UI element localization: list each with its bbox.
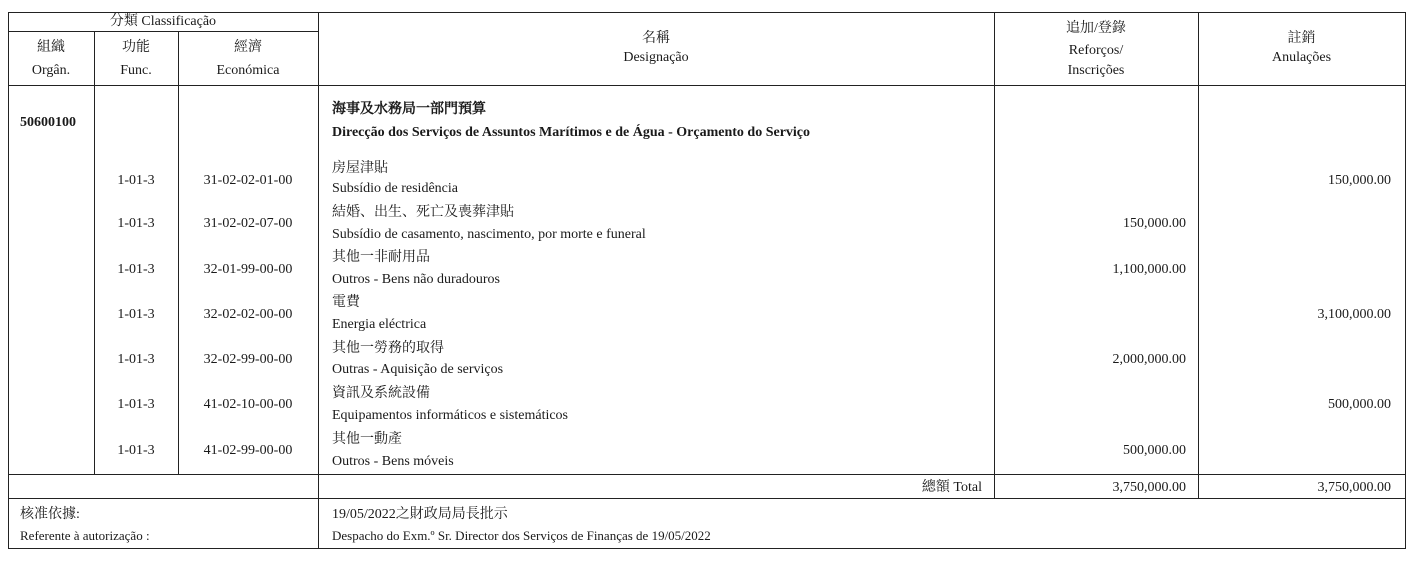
designation-header-pt: Designação bbox=[623, 50, 689, 65]
total-reforcos: 3,750,000.00 bbox=[1112, 480, 1186, 495]
row-designation-zh: 結婚、出生、死亡及喪葬津貼 bbox=[332, 205, 514, 220]
row-econ: 41-02-10-00-00 bbox=[203, 397, 293, 412]
row-designation-pt: Equipamentos informáticos e sistemáticos bbox=[332, 408, 569, 423]
row-designation-zh: 其他一非耐用品 bbox=[332, 250, 430, 265]
row-func: 1-01-3 bbox=[117, 397, 155, 412]
organ-name-pt: Direcção dos Serviços de Assuntos Marítimos e de Água - Orçamento do Serviço bbox=[332, 125, 811, 140]
row-func: 1-01-3 bbox=[117, 262, 155, 277]
row-anulacao: 3,100,000.00 bbox=[1317, 307, 1391, 322]
row-reforco: 150,000.00 bbox=[1123, 216, 1186, 231]
classification-header: 分類 Classificação bbox=[109, 14, 217, 29]
row-econ: 32-01-99-00-00 bbox=[203, 262, 293, 277]
row-designation-zh: 資訊及系統設備 bbox=[332, 386, 430, 401]
row-designation-zh: 其他一動產 bbox=[332, 432, 402, 447]
row-func: 1-01-3 bbox=[117, 307, 155, 322]
designation-header-zh: 名稱 bbox=[642, 31, 670, 46]
row-func: 1-01-3 bbox=[117, 443, 155, 458]
table-border-bottom bbox=[8, 548, 1406, 549]
row-econ: 41-02-99-00-00 bbox=[203, 443, 293, 458]
classification-divider bbox=[8, 31, 318, 32]
total-divider bbox=[8, 474, 1406, 475]
reforcos-header-pt2: Inscrições bbox=[1067, 63, 1125, 78]
organ-code: 50600100 bbox=[20, 115, 76, 130]
row-econ: 32-02-02-00-00 bbox=[203, 307, 293, 322]
reforcos-header-pt1: Reforços/ bbox=[1068, 43, 1124, 58]
col-divider-reforcos bbox=[1198, 12, 1199, 499]
row-reforco: 1,100,000.00 bbox=[1112, 262, 1186, 277]
row-designation-pt: Subsídio de casamento, nascimento, por morte e funeral bbox=[332, 227, 646, 242]
reforcos-header-zh: 追加/登錄 bbox=[1066, 21, 1126, 36]
total-anulacoes: 3,750,000.00 bbox=[1317, 480, 1391, 495]
border-right bbox=[1405, 12, 1406, 549]
econ-header-pt: Económica bbox=[216, 63, 280, 78]
header-divider bbox=[8, 85, 1406, 86]
border-left bbox=[8, 12, 9, 549]
organ-header-pt: Orgân. bbox=[31, 63, 71, 78]
row-econ: 31-02-02-01-00 bbox=[203, 173, 293, 188]
organ-header-zh: 組織 bbox=[37, 40, 65, 55]
col-divider-econ bbox=[318, 12, 319, 549]
row-anulacao: 500,000.00 bbox=[1328, 397, 1391, 412]
row-anulacao: 150,000.00 bbox=[1328, 173, 1391, 188]
row-func: 1-01-3 bbox=[117, 216, 155, 231]
row-reforco: 2,000,000.00 bbox=[1112, 352, 1186, 367]
row-designation-pt: Outros - Bens móveis bbox=[332, 454, 454, 469]
func-header-pt: Func. bbox=[120, 63, 152, 78]
authorization-label-pt: Referente à autorização : bbox=[20, 528, 150, 543]
row-func: 1-01-3 bbox=[117, 173, 155, 188]
row-designation-zh: 其他一勞務的取得 bbox=[332, 341, 444, 356]
anulacoes-header-zh: 註銷 bbox=[1287, 31, 1316, 46]
authorization-label-zh: 核准依據: bbox=[20, 507, 80, 522]
row-econ: 31-02-02-07-00 bbox=[203, 216, 293, 231]
econ-header-zh: 經濟 bbox=[234, 40, 262, 55]
col-divider-designation bbox=[994, 12, 995, 499]
total-label: 總額 Total bbox=[921, 480, 982, 495]
row-econ: 32-02-99-00-00 bbox=[203, 352, 293, 367]
anulacoes-header-pt: Anulações bbox=[1271, 50, 1332, 65]
footer-divider bbox=[8, 498, 1406, 499]
row-designation-pt: Subsídio de residência bbox=[332, 181, 458, 196]
row-reforco: 500,000.00 bbox=[1123, 443, 1186, 458]
row-designation-pt: Outros - Bens não duradouros bbox=[332, 272, 500, 287]
authorization-text-pt: Despacho do Exm.º Sr. Director dos Serviços de Finanças de 19/05/2022 bbox=[332, 528, 711, 543]
row-designation-zh: 房屋津貼 bbox=[332, 161, 388, 176]
authorization-text-zh: 19/05/2022之財政局局長批示 bbox=[332, 507, 508, 522]
row-func: 1-01-3 bbox=[117, 352, 155, 367]
func-header-zh: 功能 bbox=[122, 40, 150, 55]
organ-name-zh: 海事及水務局一部門預算 bbox=[332, 102, 486, 117]
row-designation-zh: 電費 bbox=[332, 295, 360, 310]
row-designation-pt: Outras - Aquisição de serviços bbox=[332, 362, 504, 377]
row-designation-pt: Energia eléctrica bbox=[332, 317, 427, 332]
